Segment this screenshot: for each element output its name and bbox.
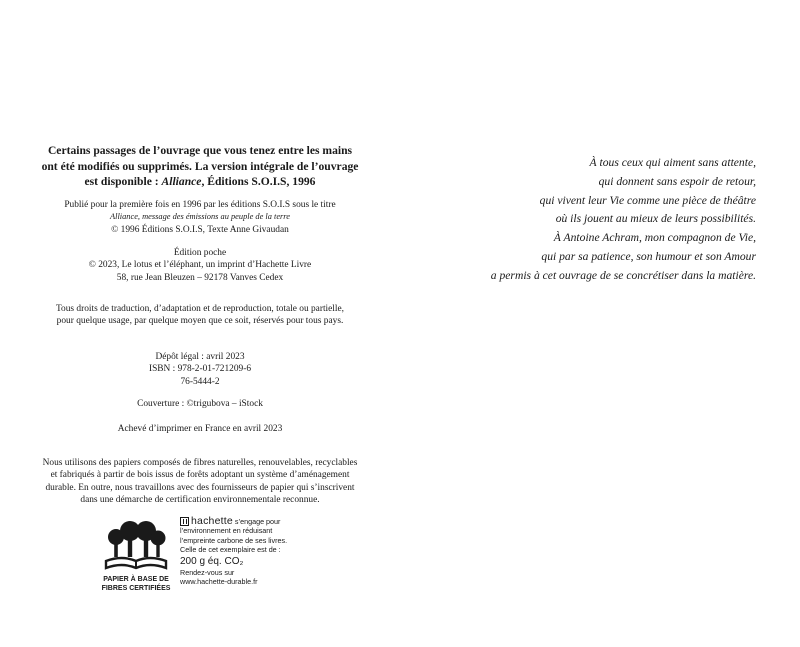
notice-line-prefix: est disponible : xyxy=(84,175,162,188)
cover-credit xyxy=(30,398,370,410)
printing-text: Achevé d’imprimer en France en avril 2023 xyxy=(117,424,283,434)
publisher-address: 58, rue Jean Bleuzen – 92178 Vanves Cedex xyxy=(116,272,284,283)
hachette-brand: hachette xyxy=(191,515,233,527)
right-page xyxy=(400,0,800,647)
cover-credit-text: Couverture : ©trigubova – iStock xyxy=(137,399,263,409)
original-copyright: © 1996 Éditions S.O.I.S, Texte Anne Givaudan xyxy=(111,224,289,235)
notice-line xyxy=(28,174,372,190)
isbn: ISBN : 978-2-01-721209-6 xyxy=(148,364,252,375)
rights-line: pour quelque usage, par quelque moyen que ce soit, réservés pour tous pays. xyxy=(56,316,344,327)
dedication-line: À Antoine Achram, mon compagnon de Vie, xyxy=(553,231,756,245)
paper-line: et fabriqués à partir de bois issus de forêts adoptant un système d’aménagement xyxy=(50,470,350,481)
paper-line: dans une démarche de certification environnementale reconnue. xyxy=(80,494,320,505)
rights-line: Tous droits de traduction, d’adaptation et de reproduction, totale ou partielle, xyxy=(55,304,345,314)
edition-copyright: © 2023, Le lotus et l’éléphant, un imprint d’Hachette Livre xyxy=(88,260,312,271)
paper-statement xyxy=(30,457,370,506)
carbon-footprint-value: 200 g éq. CO₂ xyxy=(180,555,244,567)
notice-original-title: Alliance xyxy=(161,175,202,188)
notice-line-suffix: , Éditions S.O.I.S, 1996 xyxy=(201,175,316,188)
notice-line: Certains passages de l’ouvrage que vous tenez entre les mains xyxy=(47,144,353,157)
fibre-caption-line: FIBRES CERTIFIÉES xyxy=(101,585,171,592)
environment-logos xyxy=(100,517,300,597)
abridged-edition-notice xyxy=(28,143,372,190)
certified-fibre-logo xyxy=(100,517,172,597)
dedication-line: qui donnent sans espoir de retour, xyxy=(598,174,756,188)
edition-type: Édition poche xyxy=(173,248,227,258)
fibre-logo-caption xyxy=(100,575,172,593)
fibre-caption-line: PAPIER À BASE DE xyxy=(103,576,169,583)
paper-line: durable. En outre, nous travaillons avec des fournisseurs de papier qui s’inscrivent xyxy=(45,482,355,493)
hachette-line: l’empreinte carbone de ses livres. xyxy=(180,535,288,545)
hachette-line: Rendez-vous sur xyxy=(180,567,235,577)
dedication-line: qui vivent leur Vie comme une pièce de théâtre xyxy=(539,193,756,207)
publication-history xyxy=(30,199,370,236)
edition-code: 76-5444-2 xyxy=(180,376,220,387)
rights-reserved xyxy=(30,303,370,328)
hachette-brand-row xyxy=(180,517,310,526)
edition-info xyxy=(30,247,370,284)
hachette-carbon-statement xyxy=(180,517,310,586)
notice-line: ont été modifiés ou supprimés. La version intégrale de l’ouvrage xyxy=(41,159,359,173)
trees-on-open-book-icon xyxy=(100,517,172,573)
legal-deposit-date: Dépôt légal : avril 2023 xyxy=(155,352,245,362)
hachette-logo-icon xyxy=(180,517,189,526)
legal-deposit xyxy=(30,351,370,388)
hachette-line: l’environnement en réduisant xyxy=(180,526,273,536)
hachette-website: www.hachette-durable.fr xyxy=(180,577,258,587)
publication-line: Publié pour la première fois en 1996 par les éditions S.O.I.S sous le titre xyxy=(64,200,336,210)
dedication-line: À tous ceux qui aiment sans attente, xyxy=(589,156,756,169)
dedication-line: où ils jouent au mieux de leurs possibilités. xyxy=(555,212,756,226)
hachette-commitment: s’engage pour xyxy=(234,517,281,526)
dedication xyxy=(416,154,756,286)
original-subtitle: Alliance, message des émissions au peuple de la terre xyxy=(110,212,290,222)
dedication-line: qui par sa patience, son humour et son Amour xyxy=(541,249,756,263)
hachette-line: Celle de cet exemplaire est de : xyxy=(180,545,281,555)
paper-line: Nous utilisons des papiers composés de fibres naturelles, renouvelables, recyclables xyxy=(42,458,358,468)
printing-info xyxy=(30,423,370,435)
dedication-line: a permis à cet ouvrage de se concrétiser dans la matière. xyxy=(490,268,756,282)
